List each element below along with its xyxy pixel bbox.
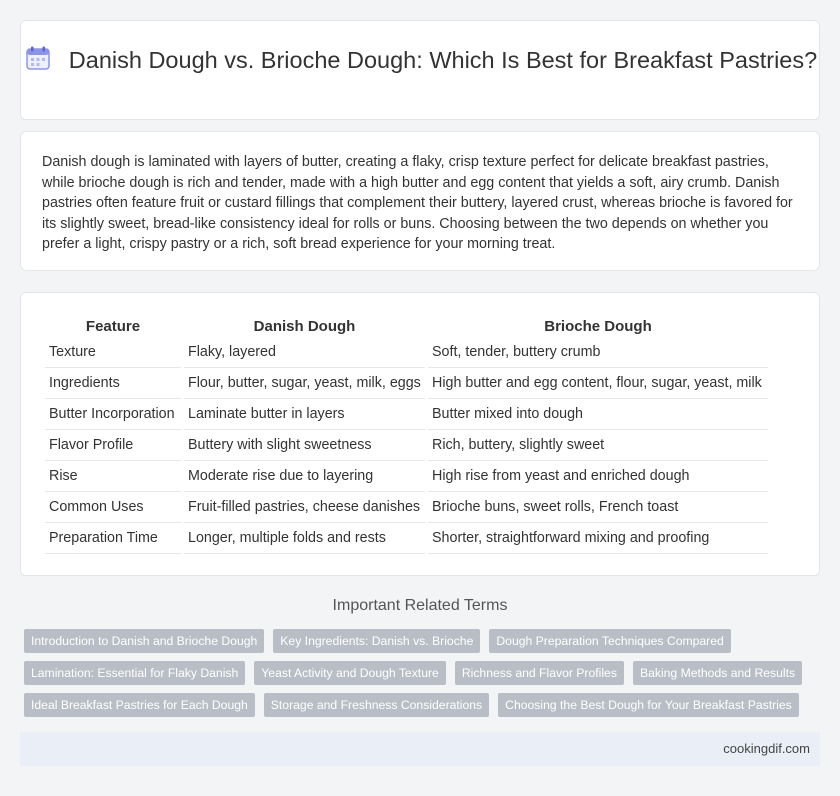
comparison-card: [20, 292, 820, 576]
related-term-tag[interactable]: Yeast Activity and Dough Texture: [254, 661, 446, 685]
related-term-tag[interactable]: Dough Preparation Techniques Compared: [489, 629, 730, 653]
header-danish: Danish Dough: [253, 317, 356, 335]
row-brioche: Butter mixed into dough: [428, 399, 768, 430]
header-feature: Feature: [85, 317, 141, 335]
related-term-tag[interactable]: Ideal Breakfast Pastries for Each Dough: [24, 693, 255, 717]
row-brioche: High rise from yeast and enriched dough: [428, 461, 768, 492]
tag-row: [24, 661, 824, 685]
table-row: [45, 430, 768, 461]
row-feature: Flavor Profile: [45, 430, 181, 461]
page-title: Danish Dough vs. Brioche Dough: Which Is Best for Breakfast Pastries?: [68, 47, 818, 73]
related-term-tag[interactable]: Introduction to Danish and Brioche Dough: [24, 629, 264, 653]
table-header-row: [45, 315, 768, 337]
row-feature: Texture: [45, 337, 181, 368]
related-term-tag[interactable]: Key Ingredients: Danish vs. Brioche: [273, 629, 480, 653]
row-danish: Flaky, layered: [184, 337, 425, 368]
row-brioche: Soft, tender, buttery crumb: [428, 337, 768, 368]
related-term-tag[interactable]: Storage and Freshness Considerations: [264, 693, 489, 717]
row-brioche: Brioche buns, sweet rolls, French toast: [428, 492, 768, 523]
related-term-tag[interactable]: Lamination: Essential for Flaky Danish: [24, 661, 245, 685]
row-brioche: Rich, buttery, slightly sweet: [428, 430, 768, 461]
table-row: [45, 368, 768, 399]
summary-text: Danish dough is laminated with layers of butter, creating a flaky, crisp texture perfect for delicate breakfast pastries, while brioche dough is rich and tender, made with a high butter and egg content that yields a soft, airy crumb. Danish pastries often feature fruit or custard fillings that complement their buttery, layered crust, whereas brioche is favored for its slightly sweet, bread-like consistency ideal for rolls or buns. Choosing between the two depends on whether you prefer a light, crispy pastry or a rich, soft bread experience for your morning treat.: [42, 154, 793, 252]
related-term-tag[interactable]: Baking Methods and Results: [633, 661, 802, 685]
row-danish: Flour, butter, sugar, yeast, milk, eggs: [184, 368, 425, 399]
summary-card: [20, 131, 820, 271]
row-danish: Fruit-filled pastries, cheese danishes: [184, 492, 425, 523]
table-row: [45, 337, 768, 368]
comparison-table: [42, 315, 771, 554]
row-feature: Preparation Time: [45, 523, 181, 554]
row-feature: Rise: [45, 461, 181, 492]
row-brioche: High butter and egg content, flour, sugar, yeast, milk: [428, 368, 768, 399]
row-danish: Laminate butter in layers: [184, 399, 425, 430]
row-danish: Longer, multiple folds and rests: [184, 523, 425, 554]
calendar-icon: [25, 45, 51, 71]
related-terms-list: [24, 629, 824, 725]
page-title-row: [21, 45, 821, 75]
row-feature: Common Uses: [45, 492, 181, 523]
row-danish: Buttery with slight sweetness: [184, 430, 425, 461]
header-brioche: Brioche Dough: [544, 317, 652, 335]
tag-row: [24, 629, 824, 653]
related-term-tag[interactable]: Richness and Flavor Profiles: [455, 661, 624, 685]
row-brioche: Shorter, straightforward mixing and proofing: [428, 523, 768, 554]
tag-row: [24, 693, 824, 717]
related-term-tag[interactable]: Choosing the Best Dough for Your Breakfast Pastries: [498, 693, 799, 717]
related-terms-heading: Important Related Terms: [332, 597, 508, 614]
table-row: [45, 523, 768, 554]
table-row: [45, 399, 768, 430]
footer: [20, 732, 820, 766]
title-card: [20, 20, 820, 120]
footer-site-link[interactable]: cookingdif.com: [723, 741, 810, 756]
table-row: [45, 492, 768, 523]
row-feature: Butter Incorporation: [45, 399, 181, 430]
row-danish: Moderate rise due to layering: [184, 461, 425, 492]
table-row: [45, 461, 768, 492]
row-feature: Ingredients: [45, 368, 181, 399]
